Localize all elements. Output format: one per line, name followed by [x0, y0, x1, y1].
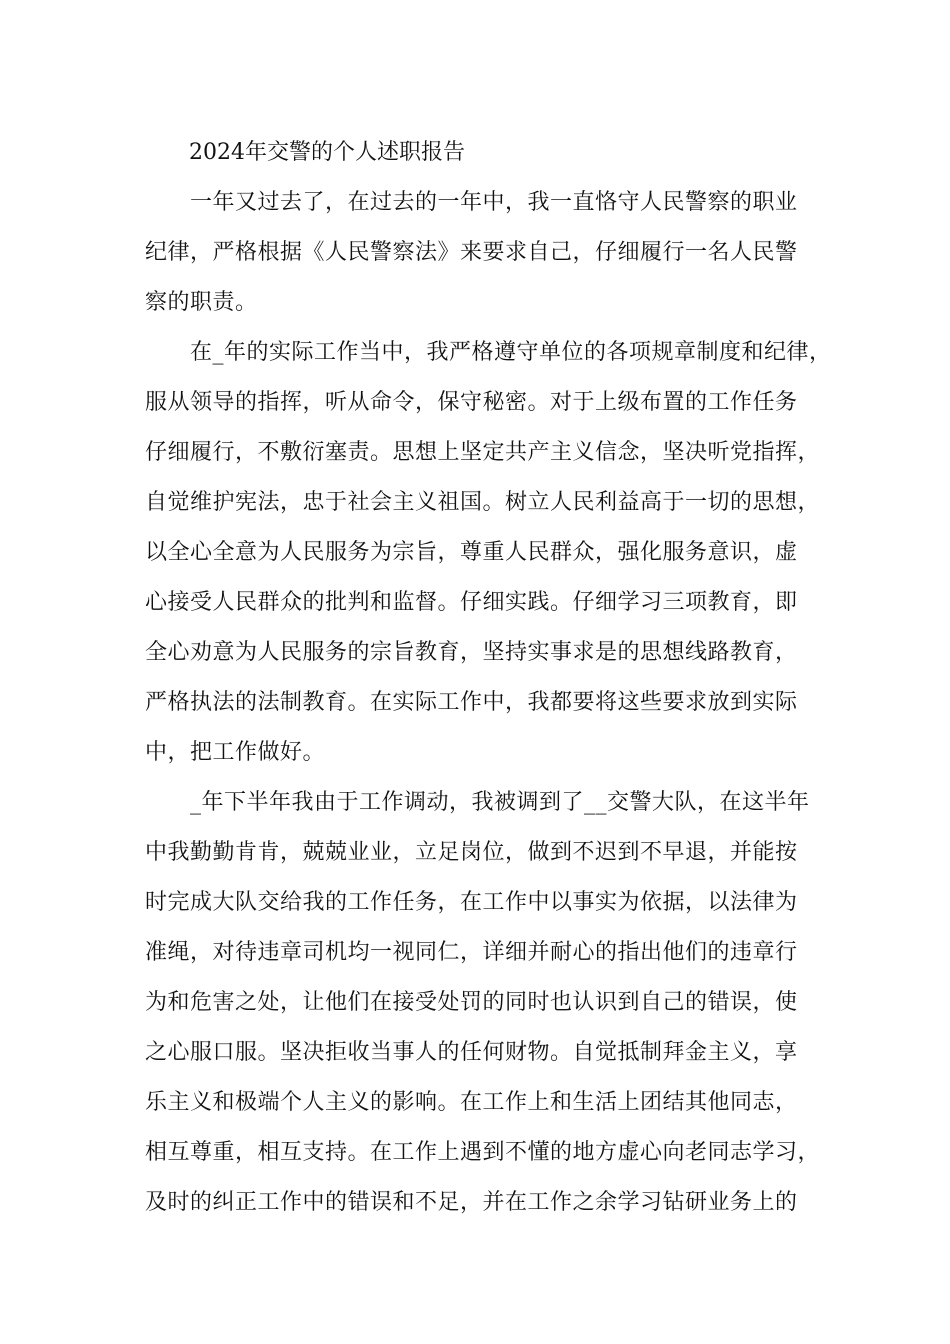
text-line: 为和危害之处，让他们在接受处罚的同时也认识到自己的错误，使: [145, 990, 798, 1015]
text-line: 全心劝意为人民服务的宗旨教育，坚持实事求是的思想线路教育，: [145, 640, 798, 665]
text-line: 中，把工作做好。: [145, 740, 326, 765]
document-title: 2024年交警的个人述职报告: [189, 140, 465, 165]
text-line: 仔细履行，不敷衍塞责。思想上坚定共产主义信念，坚决听党指挥，: [145, 440, 821, 465]
text-line: _年下半年我由于工作调动，我被调到了__交警大队，在这半年: [145, 790, 810, 815]
text-line: 服从领导的指挥，听从命令，保守秘密。对于上级布置的工作任务: [145, 390, 798, 415]
text-line: 在_年的实际工作当中，我严格遵守单位的各项规章制度和纪律，: [145, 340, 832, 365]
text-line: 察的职责。: [145, 290, 258, 315]
text-line: 乐主义和极端个人主义的影响。在工作上和生活上团结其他同志，: [145, 1090, 798, 1115]
text-line: 自觉维护宪法，忠于社会主义祖国。树立人民利益高于一切的思想，: [145, 490, 821, 515]
text-line: 准绳，对待违章司机均一视同仁，详细并耐心的指出他们的违章行: [145, 940, 798, 965]
text-line: 心接受人民群众的批判和监督。仔细实践。仔细学习三项教育，即: [145, 590, 798, 615]
text-line: 及时的纠正工作中的错误和不足，并在工作之余学习钻研业务上的: [145, 1190, 798, 1215]
text-line: 时完成大队交给我的工作任务，在工作中以事实为依据，以法律为: [145, 890, 798, 915]
text-line: 中我勤勤肯肯，兢兢业业，立足岗位，做到不迟到不早退，并能按: [145, 840, 798, 865]
text-line: 之心服口服。坚决拒收当事人的任何财物。自觉抵制拜金主义，享: [145, 1040, 798, 1065]
text-line: 一年又过去了，在过去的一年中，我一直恪守人民警察的职业: [145, 190, 798, 215]
text-line: 严格执法的法制教育。在实际工作中，我都要将这些要求放到实际: [145, 690, 798, 715]
text-line: 以全心全意为人民服务为宗旨，尊重人民群众，强化服务意识，虚: [145, 540, 798, 565]
text-line: 纪律，严格根据《人民警察法》来要求自己，仔细履行一名人民警: [145, 240, 798, 265]
text-line: 相互尊重，相互支持。在工作上遇到不懂的地方虚心向老同志学习，: [145, 1140, 821, 1165]
